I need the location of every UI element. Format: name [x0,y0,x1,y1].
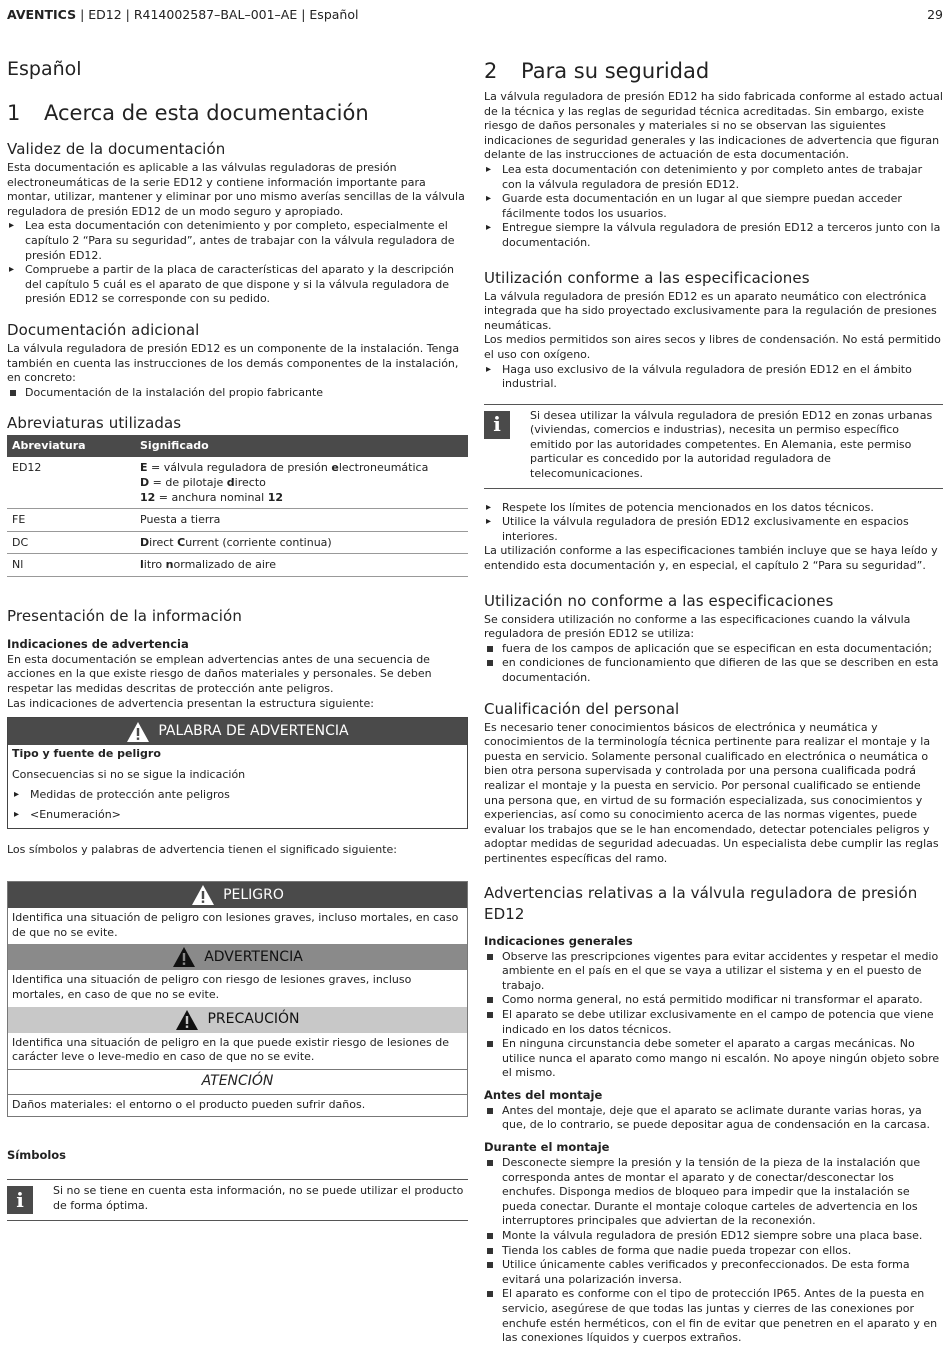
list-item: fuera de los campos de aplicación que se especifican en esta documentación; [484,642,943,657]
abbr-cell: FE [7,509,135,532]
signal-description: Identifica una situación de peligro con lesiones graves, incluso mortales, en caso de que no se evite. [12,911,459,939]
symbol-info-row [7,1179,468,1221]
symbol-info-text: Si no se tiene en cuenta esta información, no se puede utilizar el producto de forma óptima. [53,1184,464,1212]
list-item: Como norma general, no está permitido modificar ni transformar el aparato. [484,993,943,1008]
right-column [484,54,943,1346]
list-item: ▸ Haga uso exclusivo de la válvula reguladora de presión ED12 en el ámbito industrial. [484,363,943,392]
durante-subheading: Durante el montaje [484,1140,610,1155]
list-item: Observe las prescripciones vigentes para evitar accidentes y respetar el medio ambiente en el país en el que se vaya a utilizar el sistema y en el puesto de trabajo. [484,950,943,994]
header-title [7,8,358,26]
conforme-info-row [484,404,943,489]
signal-description: Identifica una situación de peligro en la que puede existir riesgo de lesiones de carácter leve o leve-medio en caso de que no se evite. [12,1035,450,1064]
adicional-heading: Documentación adicional [7,320,200,339]
table-row [7,554,468,577]
conforme-heading: Utilización conforme a las especificaciones [484,268,810,287]
section-number: 2 [484,59,498,83]
signals-intro: Los símbolos y palabras de advertencia tienen el significado siguiente: [7,842,397,856]
section-1-heading [7,100,468,126]
signal-word: ADVERTENCIA [204,949,303,966]
abbr-cell: Nl [7,554,135,577]
meaning-cell: litro normalizado de aire [135,554,468,577]
signal-header-advertencia [8,944,467,970]
header-doc-info: | ED12 | R414002587–BAL–001–AE | Español [76,7,359,22]
adicional-list [7,386,468,401]
cualificacion-heading: Cualificación del personal [484,699,680,718]
list-item: El aparato es conforme con el tipo de protección IP65. Antes de la puesta en servicio, asegúrese de que todas las juntas y cierres de las conexiones por enchufe estén herméticos, con el fin de evitar que penetren en el aparato y en las conexiones líquidos y cuerpos extraños. [484,1287,943,1345]
list-item: ▸ Lea esta documentación con detenimiento y por completo, especialmente el capítulo 2 “Para su seguridad”, antes de trabajar con la válvula reguladora de presión ED12. [7,219,468,263]
warning-triangle-icon [175,1009,199,1031]
section-number: 1 [7,101,21,125]
list-item: ▸ Compruebe a partir de la placa de características del aparato y la descripción del capítulo 5 cuál es el aparato de que dispone y si la válvula reguladora de presión ED12 se corresponde con su pedido. [7,263,468,307]
warning-triangle-icon [172,946,196,968]
section-title: Acerca de esta documentación [44,101,369,125]
meaning-cell: Puesta a tierra [135,509,468,532]
list-item: Documentación de la instalación del propio fabricante [7,386,468,401]
abbr-cell: DC [7,531,135,554]
list-item: Monte la válvula reguladora de presión ED12 siempre sobre una placa base. [484,1229,943,1244]
list-item: Tienda los cables de forma que nadie pueda tropezar con ellos. [484,1244,943,1259]
validez-heading: Validez de la documentación [7,140,226,158]
signal-word: PRECAUCIÓN [207,1011,300,1028]
list-item: ▸ Guarde esta documentación en un lugar al que siempre puedan acceder fácilmente todos los usuarios. [484,192,943,221]
info-icon: i [484,411,510,439]
list-item: en condiciones de funcionamiento que difieren de las que se describen en esta documentación. [484,656,943,685]
seguridad-intro: La válvula reguladora de presión ED12 ha sido fabricada conforme al estado actual de la técnica y las reglas de seguridad técnica acreditadas. Sin embargo, existe riesgo de daños personales y materiales si no se observan las siguientes indicaciones de seguridad generales y las indicaciones de advertencia que figuran delante de las instrucciones de actuación de esta documentación. [484,90,943,162]
list-item: Utilice únicamente cables verificados y preconfeccionados. De esta forma evitará una polarización inversa. [484,1258,943,1287]
conforme-body-2: Los medios permitidos son aires secos y libres de condensación. No está permitido el uso con oxígeno. [484,333,941,361]
hazard-type: Tipo y fuente de peligro [12,747,161,761]
list-item: ▸ <Enumeración> [12,808,463,823]
warning-triangle-icon [191,884,215,906]
meaning-cell: E = válvula reguladora de presión electroneumática D = de pilotaje directo 12 = anchura nominal 12 [135,457,468,508]
durante-list [484,1156,943,1346]
left-column [7,54,468,1221]
presentacion-heading: Presentación de la información [7,606,242,625]
abbr-cell: ED12 [7,457,135,508]
signal-words-box [7,881,468,1117]
adicional-body: La válvula reguladora de presión ED12 es un componente de la instalación. Tenga también en cuenta las instrucciones de los demás componentes de la instalación, en concreto: [7,341,460,385]
indicaciones-subheading: Indicaciones de advertencia [7,636,189,651]
section-title: Para su seguridad [521,59,710,83]
list-item: El aparato se debe utilizar exclusivamente en el campo de potencia que viene indicado en los datos técnicos. [484,1008,943,1037]
validez-list [7,219,468,307]
table-row [7,509,468,532]
presentacion-body-1: En esta documentación se emplean advertencias antes de una secuencia de acciones en la que existe riesgo de daños materiales y personales. Se deben respetar las medidas descritas de protección ante peligros. [7,652,432,696]
conforme-body-1: La válvula reguladora de presión ED12 es un aparato neumático con electrónica integrada que ha sido proyectado exclusivamente para la regulación de presiones neumáticas. [484,289,937,332]
noconforme-body: Se considera utilización no conforme a las especificaciones cuando la válvula reguladora de presión ED12 se utiliza: [484,612,911,641]
hazard-measures-list [8,784,467,822]
signal-word: PELIGRO [223,886,284,903]
cualificacion-body: Es necesario tener conocimientos básicos de electrónica y neumática y conocimientos de la terminología técnica pertinente para realizar el montaje y la puesta en servicio. Solamente personal cualificado en electrónica o neumática o bien otra persona supervisada y controlada por una persona cualificada podrá realizar el montaje y la puesta en servicio. Por personal cualificado se entiende una persona que, en virtud de su formación especializada, sus conocimientos y experiencias, así como su conocimiento acerca de las normas vigentes, puede evaluar los trabajos que se le han encomendado, detectar potenciales peligros y adoptar medidas de seguridad adecuadas. Un especialista debe cumplir las reglas pertinentes específicas del ramo. [484,720,939,865]
column-header: Significado [135,435,468,457]
table-row [7,531,468,554]
presentacion-body-2: Las indicaciones de advertencia presentan la estructura siguiente: [7,696,374,710]
table-row [7,457,468,508]
conforme-list-2 [484,501,943,545]
noconforme-list [484,642,943,686]
signal-description: Identifica una situación de peligro con riesgo de lesiones graves, incluso mortales, en caso de que no se evite. [12,973,412,1001]
conforme-info-text: Si desea utilizar la válvula reguladora de presión ED12 en zonas urbanas (viviendas, comercios e industrias), necesita un permiso específico emitido por las autoridades competentes. En Alemania, este permiso particular es concedido por la autoridad reguladora de telecomunicaciones. [530,408,933,481]
abreviaturas-heading: Abreviaturas utilizadas [7,414,182,433]
generales-subheading: Indicaciones generales [484,933,633,948]
seguridad-list [484,163,943,251]
noconforme-heading: Utilización no conforme a las especificaciones [484,591,834,610]
info-icon: i [7,1186,33,1214]
signal-header-peligro [8,882,467,908]
conforme-body-3: La utilización conforme a las especificaciones también incluye que se haya leído y entendido esta documentación y, en especial, el capítulo 2 “Para su seguridad”. [484,544,938,573]
signal-description: Daños materiales: el entorno o el producto pueden sufrir daños. [12,1097,366,1111]
list-item: ▸ Medidas de protección ante peligros [12,788,463,803]
section-2-heading [484,58,943,84]
page-number: 29 [927,7,943,22]
table-header-row [7,435,468,457]
signal-header-precaucion [8,1007,467,1033]
page-header [7,8,943,26]
language-title: Español [7,58,82,80]
hazard-consequences: Consecuencias si no se sigue la indicación [12,767,246,781]
list-item: ▸ Lea esta documentación con detenimiento y por completo antes de trabajar con la válvula reguladora de presión ED12. [484,163,943,192]
abbreviations-table [7,435,468,577]
list-item: En ninguna circunstancia debe someter el aparato a cargas mecánicas. No utilice nunca el aparato como mango ni escalón. No apoye ningún objeto sobre el mismo. [484,1037,943,1081]
list-item: Antes del montaje, deje que el aparato se aclimate durante varias horas, ya que, de lo contrario, se puede depositar agua de condensación en la carcasa. [484,1104,943,1133]
advertencias-heading: Advertencias relativas a la válvula reguladora de presión ED12 [484,883,918,923]
antes-list [484,1104,943,1133]
simbolos-heading: Símbolos [7,1148,67,1163]
header-brand: AVENTICS [7,7,77,22]
meaning-cell: Direct Current (corriente continua) [135,531,468,554]
antes-subheading: Antes del montaje [484,1087,603,1102]
conforme-list-1 [484,363,943,392]
list-item: Desconecte siempre la presión y la tensión de la pieza de la instalación que corresponda antes de montar el aparato y de conectar/desconectar los enchufes. Disponga medios de bloqueo para impedir que la instalación se pueda conectar. Durante el montaje coloque carteles de advertencia en los interruptores principales que adviertan de la reconexión. [484,1156,943,1229]
warning-structure-box [7,717,468,828]
warning-triangle-icon [126,721,150,743]
list-item: ▸ Entregue siempre la válvula reguladora de presión ED12 a terceros junto con la documentación. [484,221,943,250]
column-header: Abreviatura [7,435,135,457]
signal-header-atencion: ATENCIÓN [8,1069,467,1095]
validez-body: Esta documentación es aplicable a las válvulas reguladoras de presión electroneumáticas de la serie ED12 y contiene información importante para montar, utilizar, mantener y eliminar por uno mismo averías sencillas de la válvula reguladora de presión ED12 de un modo seguro y apropiado. [7,161,465,218]
generales-list [484,950,943,1081]
warning-word: PALABRA DE ADVERTENCIA [158,723,349,740]
list-item: ▸ Respete los límites de potencia mencionados en los datos técnicos. [484,501,943,516]
list-item: ▸ Utilice la válvula reguladora de presión ED12 exclusivamente en espacios interiores. [484,515,943,544]
warning-structure-header [8,718,467,745]
